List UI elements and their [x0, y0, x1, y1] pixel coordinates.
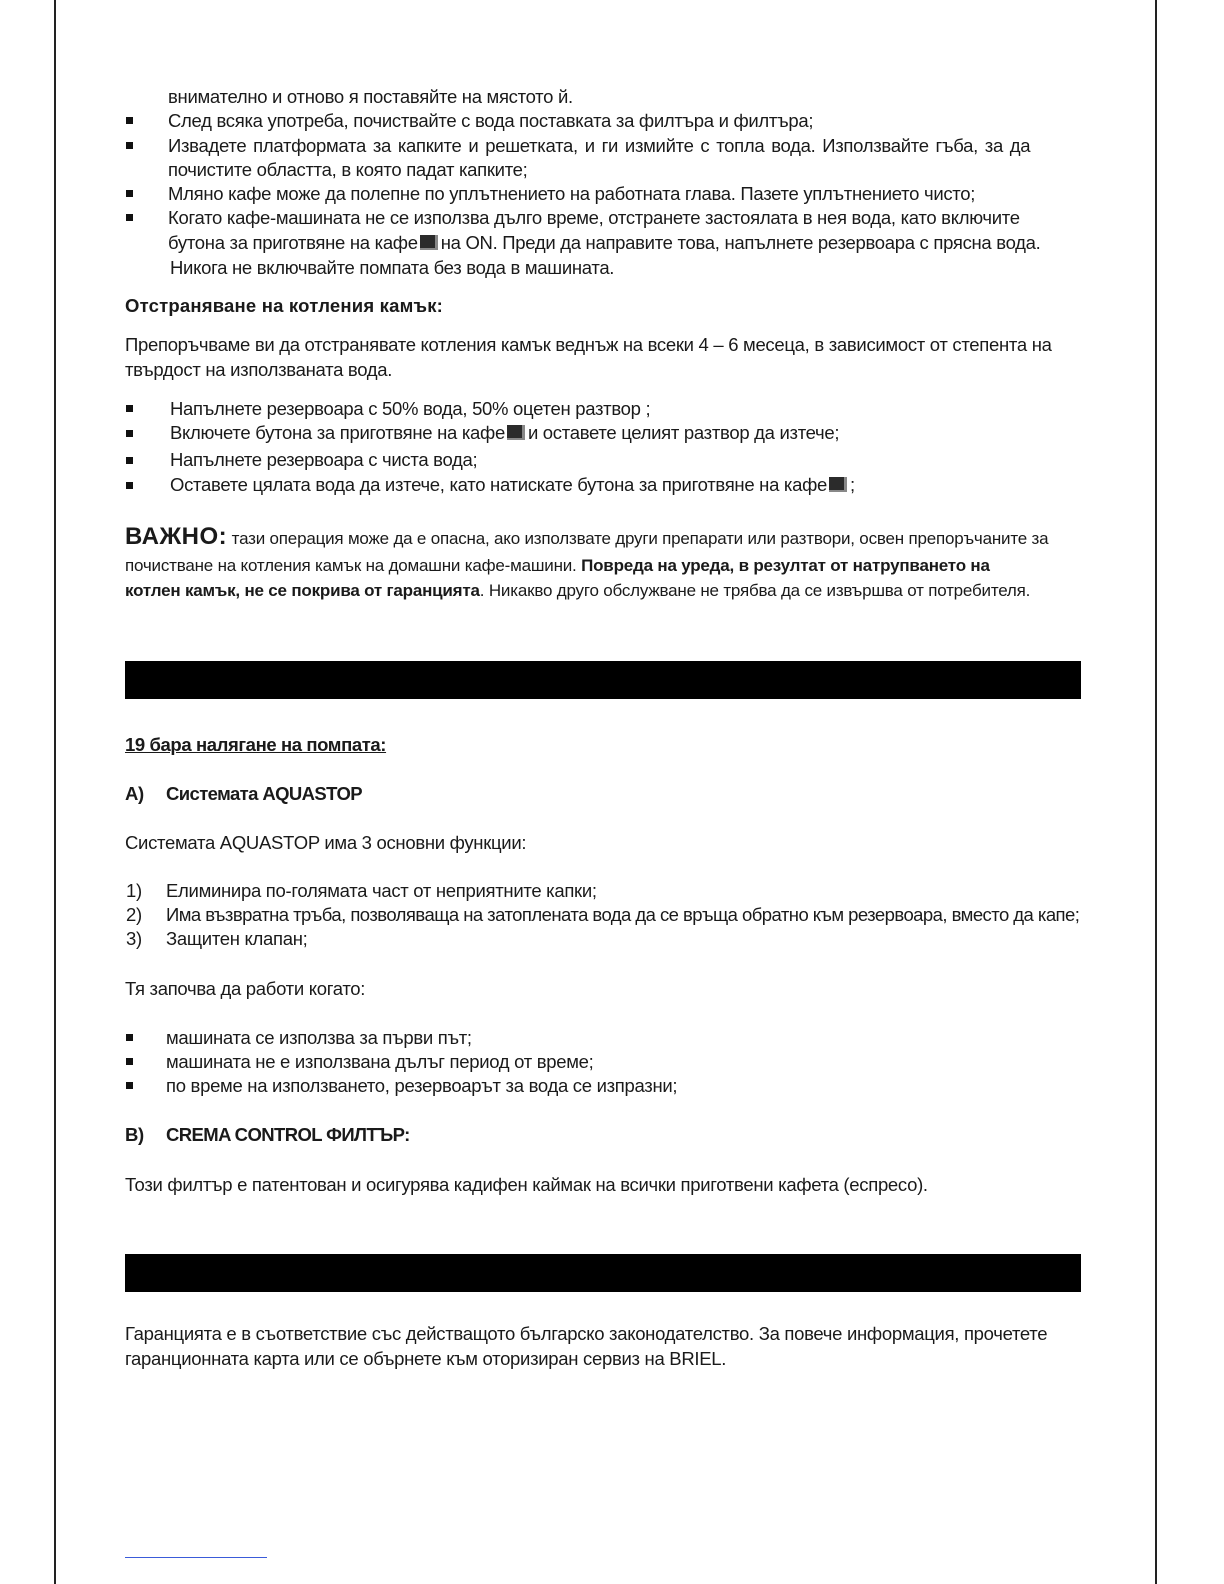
subsection-label: A)	[125, 783, 144, 804]
coffee-cup-icon	[507, 425, 525, 440]
bullet	[126, 1058, 133, 1065]
important-note-line	[125, 578, 1093, 603]
list-item: машината се използва за първи път;	[166, 1027, 472, 1048]
list-item: Елиминира по-голямата част от неприятните капки;	[166, 880, 597, 901]
text-line: внимателно и отново я поставяйте на мястото й.	[168, 86, 573, 107]
list-number: 1)	[126, 880, 142, 901]
text-span: Оставете цялата вода да изтече, като натискате бутона за приготвяне на кафе	[170, 474, 828, 495]
important-note	[125, 524, 1093, 551]
subsection-title: Системата AQUASTOP	[166, 783, 363, 804]
bullet	[126, 1034, 133, 1041]
text-span: Включете бутона за приготвяне на кафе	[170, 422, 505, 443]
list-item: Мляно кафе може да полепне по уплътнението на работната глава. Пазете уплътнението чисто;	[168, 183, 976, 204]
list-item: Има възвратна тръба, позволяваща на затоплената вода да се връща обратно към резервоара, вместо да капе;	[166, 904, 1080, 925]
list-item: Напълнете резервоара с чиста вода;	[170, 449, 478, 470]
list-item: машината не е използвана дълъг период от време;	[166, 1051, 594, 1072]
coffee-cup-icon	[420, 235, 438, 250]
bullet	[126, 405, 133, 412]
list-number: 3)	[126, 928, 142, 949]
text-span: . Никакво друго обслужване не трябва да се извършва от потребителя.	[479, 581, 1031, 600]
text-span: тази операция може да е опасна, ако използвате други препарати или разтвори, освен препоръчаните за	[227, 529, 1049, 548]
list-item	[170, 473, 1095, 497]
important-label: ВАЖНО:	[125, 523, 228, 550]
coffee-cup-icon	[829, 477, 847, 492]
warranty-warning: Повреда на уреда, в резултат от натрупването на	[581, 556, 990, 575]
list-item: След всяка употреба, почиствайте с вода поставката за филтъра и филтъра;	[168, 110, 814, 131]
section-bar	[125, 661, 1081, 699]
subsection-title: CREMA CONTROL ФИЛТЪР:	[166, 1124, 410, 1145]
subsection-label: B)	[125, 1124, 144, 1145]
paragraph-line: твърдост на използваната вода.	[125, 359, 393, 380]
bullet	[126, 430, 133, 437]
bullet	[126, 190, 133, 197]
list-item: по време на използването, резервоарът за вода се изпразни;	[166, 1075, 678, 1096]
paragraph-line: Системата AQUASTOP има 3 основни функции:	[125, 832, 527, 853]
bullet	[126, 117, 133, 124]
text-span: ;	[850, 474, 855, 495]
list-item: Напълнете резервоара с 50% вода, 50% оцетен разтвор ;	[170, 398, 651, 419]
list-item: Защитен клапан;	[166, 928, 308, 949]
text-span: бутона за приготвяне на кафе	[168, 232, 418, 253]
bullet	[126, 482, 133, 489]
paragraph-line: гаранционната карта или се обърнете към оторизиран сервиз на BRIEL.	[125, 1348, 727, 1369]
list-item: Когато кафе-машината не се използва дълго време, отстранете застоялата в нея вода, като включите	[168, 207, 1020, 228]
paragraph-line: Препоръчваме ви да отстранявате котления камък веднъж на всеки 4 – 6 месеца, в зависимост от степента на	[125, 334, 1052, 355]
text-span: на ON. Преди да направите това, напълнете резервоара с прясна вода.	[440, 232, 1041, 253]
important-note-line	[125, 553, 1093, 578]
section-heading: 19 бара налягане на помпата:	[125, 734, 387, 755]
text-span: и оставете целият разтвор да изтече;	[527, 422, 840, 443]
list-item: Извадете платформата за капките и решетката, и ги измийте с топла вода. Използвайте гъба, за да	[168, 135, 1031, 156]
text-span: почистване на котления камък на домашни кафе-машини.	[125, 556, 582, 575]
bullet	[126, 1082, 133, 1089]
paragraph-line: Тя започва да работи когато:	[125, 978, 366, 999]
list-item-continued	[168, 231, 1093, 255]
bullet	[126, 457, 133, 464]
section-heading: Отстраняване на котления камък:	[125, 295, 444, 316]
section-bar	[125, 1254, 1081, 1292]
bullet	[126, 214, 133, 221]
bullet	[126, 142, 133, 149]
list-item-continued: почистите областта, в която падат капките;	[168, 159, 528, 180]
paragraph-line: Гаранцията е в съответствие със действащото българско законодателство. За повече информация, прочетете	[125, 1323, 1048, 1344]
paragraph-line: Този филтър е патентован и осигурява кадифен каймак на всички приготвени кафета (еспресо).	[125, 1174, 928, 1195]
warranty-warning: котлен камък, не се покрива от гаранцията	[125, 581, 480, 600]
footnote-separator	[125, 1557, 267, 1558]
list-number: 2)	[126, 904, 142, 925]
list-item-continued: Никога не включвайте помпата без вода в машината.	[170, 257, 615, 278]
list-item	[170, 421, 1095, 445]
